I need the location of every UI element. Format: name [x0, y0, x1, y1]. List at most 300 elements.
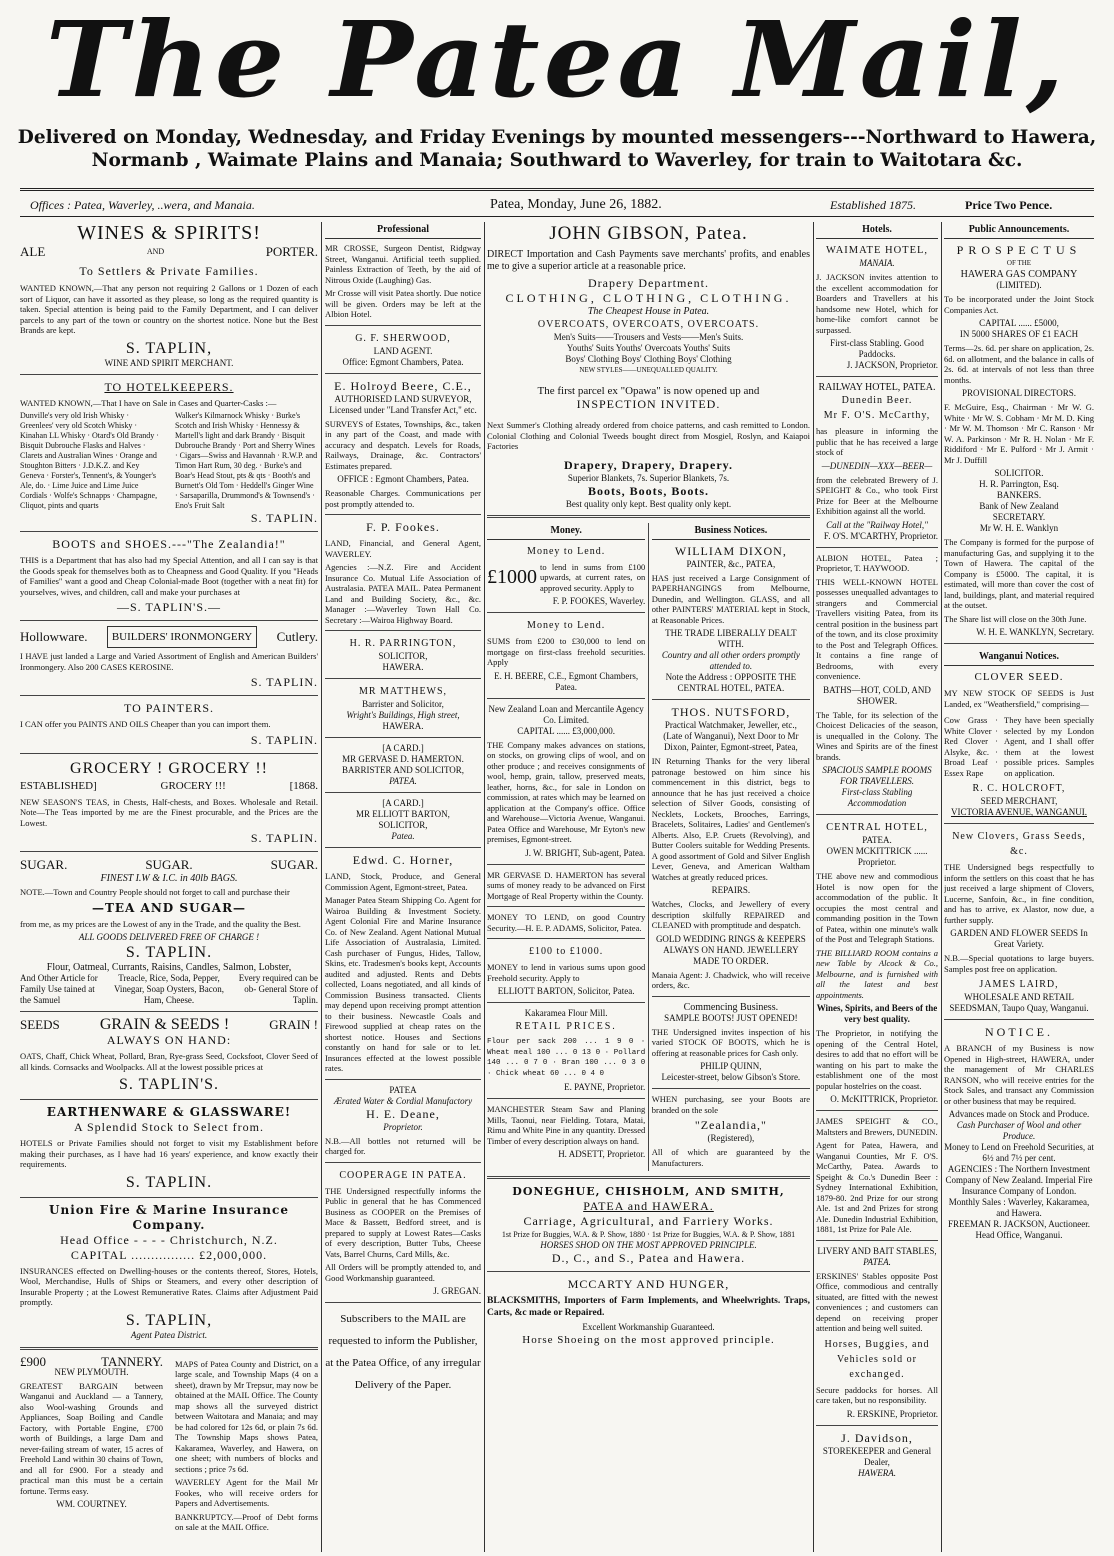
nz-loan-text: THE Company makes advances on stations, on stocks, on growing clips of wool, and on other produce ; and receives consignments of wool, hemp, grain, tallow, preserved meats, leather, horns, &c., for sale in London on commission, at rates which may be learned on application at the Company's office. Office and Warehouse—Victoria Avenue, Wanganui. Patea Office and Warehouse, Mr Eyton's new premises, Egmont-street. — [487, 739, 646, 844]
director-list: F. McGuire, Esq., Chairman · Mr W. G. White · Mr W. S. Cobham · Mr M. D. King · Mr W. M. Thomson · Mr C. Ranson · Mr W. A. Parkinson · Mr R. H. Nolan · Mr F. Riddiford · Mr E. Pulford · Mr J. Armit · Mr J. Duffill — [944, 402, 1094, 465]
bnz-label: Bank of New Zealand — [979, 501, 1059, 511]
nb-quotations: N.B.—Special quotations to large buyers. Samples post free on application. — [944, 953, 1094, 974]
mccarthy-name: Mr F. O'S. McCarthy, — [823, 410, 931, 421]
gregan-signature: J. GREGAN. — [433, 1286, 481, 1296]
payne-signature: E. PAYNE, Proprietor. — [564, 1082, 646, 1092]
share-list-text: The Share list will close on the 30th June. — [944, 613, 1087, 624]
loan-text: to lend in sums from £100 upwards, at current rates, on approved security. Apply to — [540, 561, 646, 593]
painters-text: I CAN offer you PAINTS AND OILS Cheaper than you can import them. — [20, 719, 271, 729]
delivered-free-text: ALL GOODS DELIVERED FREE OF CHARGE ! — [78, 932, 260, 942]
owen-proprietor: OWEN MCKITTRICK ...... Proprietor. — [826, 846, 928, 867]
solicitor-heading: SOLICITOR. — [994, 468, 1044, 478]
column-gibson — [487, 222, 810, 1552]
horner-subtitle: LAND, Stock, Produce, and General Commission Agent, Egmont-street, Patea. — [325, 871, 481, 892]
first-class-stabling: First-class Stabling Accommodation — [841, 787, 913, 808]
hotels-header: Hotels. — [816, 222, 938, 239]
horses-buggies: Horses, Buggies, and Vehicles sold or exchanged. — [824, 1338, 930, 1380]
price-text: Price Two Pence. — [965, 198, 1053, 212]
hamerton-money: MR GERVASE D. HAMERTON has several sums of money ready to be advanced on First Mortgage of Real Property within the County. — [487, 869, 646, 901]
store-list-right: Every required can be ob- General Store of Taplin. — [238, 973, 318, 1005]
card-label: [A CARD.] — [382, 798, 424, 808]
wine-merchant-label: WINE AND SPIRIT MERCHANT. — [104, 357, 234, 368]
cooperage-heading: COOPERAGE IN PATEA. — [339, 1169, 467, 1181]
quinn-name: PHILIP QUINN, — [700, 1061, 762, 1071]
manaia-agent: Manaia Agent: J. Chadwick, who will receive orders, &c. — [651, 969, 810, 990]
delivery-line-1: Delivered on Monday, Wednesday, and Friday Evenings by mounted messengers---Northward to Hawera, — [17, 127, 1097, 148]
beer-line: —DUNEDIN—XXX—BEER— — [821, 460, 933, 471]
sample-rooms: SPACIOUS SAMPLE ROOMS FOR TRAVELLERS. — [822, 765, 932, 786]
albion-hotel: ALBION HOTEL, Patea ; Proprietor, T. HAYWOOD. — [816, 552, 938, 573]
seed-list: Cow Grass · White Clover · Red Clover · Alsyke, &c. · Broad Leaf · Essex Rape — [944, 715, 998, 778]
issue-date: Patea, Monday, June 26, 1882. — [490, 197, 662, 212]
elliott-name: MR ELLIOTT BARTON, — [356, 809, 450, 819]
year-label: [1868. — [289, 779, 318, 792]
beere-subtitle: AUTHORISED LAND SURVEYOR, Licensed under "Land Transfer Act," etc. — [329, 393, 477, 415]
erskine-signature: R. ERSKINE, Proprietor. — [846, 1408, 938, 1419]
patea-label: PATEA. — [862, 835, 892, 845]
flour-list: Flour, Oatmeal, Currants, Raisins, Candles, Salmon, Lobster, — [46, 962, 292, 973]
repairs-heading: REPAIRS. — [711, 885, 751, 895]
retail-prices: RETAIL PRICES. — [515, 1021, 617, 1032]
taplin-signature: S. TAPLIN. — [125, 1173, 213, 1191]
guaranteed-text: All of which are guaranteed by the Manufacturers. — [651, 1147, 810, 1168]
advances-text: Advances made on Stock and Produce. — [948, 1109, 1090, 1119]
manchester-mills: MANCHESTER Steam Saw and Planing Mills, Taonui, near Fielding. Totara, Matai, Rimu and White Pine in any quantity. Dressed Timber of every description always on hand. — [487, 1104, 646, 1146]
delivery-notice — [0, 126, 1114, 172]
patea-label: Patea. — [391, 831, 415, 841]
insurances-text: INSURANCES effected on Dwelling-houses or the contents thereof, Stores, Hotels, Wool, Merchandise, Hulls of Ships or Steamers, and every other description of Insurable Property ; at the Lowest Remunerative Rates. Claims after Adjustment Paid promptly. — [20, 1265, 318, 1307]
maps-text: MAPS of Patea County and District, on a large scale, and Township Maps (4 on a sheet), drawn by Mr Trepsur, may now be obtained at the MAIL Office. The County map shows all the surveyed district between Waitotara and Manaia; and may be had colored for 12s 6d, or plain 7s 6d. The Township Maps shows Patea, Kakaramea, Waverley, and Hawera, on one sheet; with numbers of blocks and sections ; price 7s 6d. — [174, 1358, 318, 1474]
horner-text: Manager Patea Steam Shipping Co. Agent for Wairoa Building & Investment Society. Agent Colonial Fire and Marine Insurance Co. of New Zealand. Agent National Mutual Life Association of Australasia, Limited. Cash purchaser of Fungus, Hides, Tallow, Skins, etc. Tradesmen's books kept, Accounts audited and adjusted. Rents and Debts collected, Loans negotiated, and all kinds of Commission Business transacted. Clients may depend upon receiving prompt attention to their business. Newcastle Coals and Firewood supplied at cheap rates on the shortest notice. Houses and Sections constantly on hand for sale or to let. Insurances effected at the lowest possible rates. — [325, 895, 481, 1073]
teas-text: NEW SEASON'S TEAS, in Chests, Half-chests, and Boxes. Wholesale and Retail. Note—The Teas imported by me are the Finest procurable, and the Prices are the Lowest. — [20, 796, 318, 828]
tannery-heading — [20, 1353, 164, 1369]
albion-text: THIS WELL-KNOWN HOTEL possesses unequalled advantages to strangers and Commercial Travellers visiting Patea, from its central position in the business part of the town, and its close proximity to the Post and Telegraph Offices. It contains a fine range of Bedrooms, with every convenience. — [816, 576, 938, 681]
hundred-to-thousand: £100 to £1000. — [528, 946, 604, 957]
hawera-label: HAWERA. — [382, 721, 424, 731]
mccarty-hunger: MCCARTY AND HUNGER, — [567, 1277, 730, 1291]
repairs-text: Watches, Clocks, and Jewellery of every description skilfully REPAIRED and CLEANED with promptitude and despatch. — [651, 899, 810, 930]
wines-line: Wines, Spirits, and Beers of the very best quality. — [816, 1003, 938, 1024]
column-taplin — [20, 222, 318, 1552]
styles-line: NEW STYLES——UNEQUALLED QUALITY. — [579, 366, 718, 374]
boots-heading: BOOTS and SHOES.---"The Zealandia!" — [52, 537, 286, 551]
sugar-label: SUGAR. — [20, 857, 68, 872]
fookes-signature: F. P. FOOKES, Waverley. — [552, 596, 646, 606]
price-list: Flour per sack 200 ... 1 9 0 · Wheat meal 100 ... 0 13 0 · Pollard 140 ... 0 7 0 · Bran 100 ... 0 3 0 · Chick wheat 60 ... 0 4 0 — [487, 1038, 646, 1078]
patea-label: PATEA. — [863, 1256, 891, 1267]
patea-label: PATEA. — [389, 776, 417, 786]
best-quality-row: Best quality only kept. Best quality only kept. — [565, 498, 732, 509]
grocery-row — [20, 778, 318, 794]
waimate-text: J. JACKSON invites attention to the excellent accommodation for Boarders and Travellers at his handsome new Hotel, which for home-like comfort cannot be surpassed. — [816, 272, 938, 335]
bottles-note: N.B.—All bottles not returned will be charged for. — [325, 1135, 481, 1156]
established-label: ESTABLISHED] — [20, 779, 97, 792]
hollowware-label: Hollowware. — [20, 629, 88, 644]
suits-line-1: Men's Suits——Trousers and Vests——Men's Suits. — [553, 332, 744, 342]
money-country: MONEY TO LEND, on good Country Security.—H. E. P. ADAMS, Solicitor, Patea. — [487, 912, 646, 933]
tannery-advert — [20, 1353, 164, 1536]
drapery-department: Drapery Department. — [588, 276, 709, 290]
and-label: AND — [146, 247, 165, 256]
parrington-name: H. R. Parrington, Esq. — [979, 479, 1059, 489]
aerated-water: Ærated Water & Cordial Manufactory — [333, 1095, 473, 1106]
holcroft-name: R. C. HOLCROFT, — [972, 783, 1066, 794]
crosse-notice: Mr Crosse will visit Patea shortly. Due notice will be given. Orders may be left at the Albion Hotel. — [325, 288, 481, 319]
erskine-text: ERSKINES' Stables opposite Post Office, commodious and centrally situated, are fitted with the newest conveniences ; and customers can depend on receiving proper attention and being well suited. — [816, 1270, 938, 1333]
blacksmiths-text: BLACKSMITHS, Importers of Farm Implements, and Wheelwrights. Traps, Carts, &c made or Repaired. — [487, 1296, 810, 1318]
dixon-text: HAS just received a Large Consignment of PAPERHANGINGS from Melbourne, Dunedin, and Wellington. GLASS, and all other PAINTERS' MATERIAL kept in Stock, at Reasonable Prices. — [651, 572, 810, 625]
notice-heading: NOTICE. — [985, 1025, 1053, 1039]
tannery-price: £900 — [20, 1353, 46, 1369]
kakaramea-heading: Kakaramea Flour Mill. — [524, 1008, 608, 1018]
settlers-heading: To Settlers & Private Families. — [79, 264, 259, 278]
proprietor-label: Proprietor. — [383, 1121, 423, 1132]
taplin-signature: S. TAPLIN. — [250, 511, 318, 525]
column-hotels — [816, 222, 938, 1552]
money-header: Money. — [487, 523, 645, 540]
business-header: Business Notices. — [652, 523, 810, 540]
monthly-sales: Monthly Sales : Waverley, Kakaramea, and Hawera. — [948, 1197, 1090, 1218]
grain-row — [20, 1017, 318, 1033]
union-insurance-heading: Union Fire & Marine Insurance Company. — [49, 1202, 289, 1232]
patea-label: PATEA — [389, 1084, 417, 1095]
new-clovers-heading: New Clovers, Grass Seeds, &c. — [952, 831, 1086, 857]
loan-amount-row — [487, 559, 645, 597]
porter-label: PORTER. — [265, 244, 318, 259]
new-plymouth-label: NEW PLYMOUTH. — [54, 1366, 129, 1377]
masthead — [0, 0, 1114, 125]
storekeeper-label: STOREKEEPER and General Dealer, — [822, 1445, 932, 1467]
liquor-list-right: Walker's Kilmarnock Whisky · Burke's Scotch and Irish Whisky · Hennessy & Martell's light and dark Brandy · Bisquit Dubrouche Brandy · Port and Sherry Wines · Cigars—Swiss and Havannah · R.W.P. and Timon Hart Rum, 30 deg. · Burke's and Boar's Head Stout, pts & qts · Booth's and Burnett's Old Tom · Heddell's Ginger Wine · Sarsaparilla, Drummond's & Townsend's · Eno's Fruit Salt — [174, 411, 318, 510]
always-on-hand: ALWAYS ON HAND: — [106, 1033, 232, 1047]
tea-sugar-heading: —TEA AND SUGAR— — [91, 900, 247, 915]
call-at: Call at the "Railway Hotel," — [826, 519, 928, 530]
speight-text: Agent for Patea, Hawera, and Wanganui Counties, Mr F. O'S. McCarthy, Patea. Awards to Speight & Co.'s Dunedin Beer : Sydney International Exhibition, 1879-80. 2nd Prize for our strong Ale. 1st and 2nd Prizes for strong Ale. Dunedin Industrial Exhibition, 1881, 1st Prize for Pale Ale. — [816, 1140, 938, 1234]
hawera-label: HAWERA. — [382, 662, 424, 672]
taplin-name: S. TAPLIN, — [125, 339, 213, 357]
seed-merchant-label: SEED MERCHANT, — [980, 796, 1058, 806]
liquor-list — [20, 411, 318, 511]
suits-line-2: Youths' Suits Youths' Overcoats Youths' Suits — [566, 343, 731, 353]
cash-purchaser: Cash Purchaser of Wool and other Produce. — [956, 1120, 1082, 1141]
clover-seed-heading: CLOVER SEED. — [974, 671, 1064, 683]
wines-title: WINES & SPIRITS! — [77, 222, 261, 244]
cutlery-label: Cutlery. — [276, 629, 318, 644]
mccarthy-text: has pleasure in informing the public that he has received a large stock of — [816, 426, 938, 457]
waimate-hotel: WAIMATE HOTEL, — [825, 245, 929, 256]
beere-office: OFFICE : Egmont Chambers, Patea. — [337, 474, 469, 484]
dcs-signature: D., C., and S., Patea and Hawera. — [551, 1251, 746, 1265]
wrights-buildings: Wright's Buildings, High street, — [346, 710, 460, 720]
taplin-signature: S. TAPLIN. — [250, 675, 318, 689]
cheapest-house: The Cheapest House in Patea. — [587, 306, 710, 317]
gibson-heading: JOHN GIBSON, Patea. — [549, 223, 748, 244]
country-orders: Country and all other orders promptly attended to. — [661, 650, 800, 671]
laird-name: JAMES LAIRD, — [979, 979, 1059, 990]
fookes-name: F. P. Fookes. — [366, 520, 440, 534]
doneghue-heading: DONEGHUE, CHISHOLM, AND SMITH, — [512, 1185, 785, 1198]
sherwood-office: Office: Egmont Chambers, Patea. — [342, 356, 464, 367]
horner-name: Edwd. C. Horner, — [352, 853, 454, 867]
gas-company-name: HAWERA GAS COMPANY — [960, 269, 1078, 280]
bright-signature: J. W. BRIGHT, Sub-agent, Patea. — [525, 847, 646, 858]
tannery-maps-row — [20, 1353, 318, 1536]
patea-hawera: PATEA and HAWERA. — [583, 1199, 714, 1213]
money-various: MONEY to lend in various sums upon good Freehold security. Apply to — [487, 962, 646, 983]
land-agent-label: LAND AGENT. — [373, 345, 433, 356]
next-summer-text: Next Summer's Clothing already ordered from choice patterns, and cash remitted to London. Colonial Clothing and Colonial Tweeds bought direct from Mosgiel, Roslyn, and Kaiapoi Factories — [487, 420, 810, 451]
secretary-heading: SECRETARY. — [992, 512, 1046, 522]
delivery-line-2: Normanb , Waimate Plains and Manaia; Southward to Waverley, for train to Waitotara &c. — [91, 150, 1023, 171]
company-text: The Company is formed for the purpose of manufacturing Gas, and supplying it to the Town of Hawera. The capital of the Company is £5000. The capital, it is estimated, will more than cover the cost of land, buildings, plant, and material required at the outset. — [944, 537, 1094, 610]
davidson-name: J. Davidson, — [841, 1430, 913, 1445]
wanted-notice-1: WANTED KNOWN,—That any person not requiring 2 Gallons or 1 Dozen of each sort of Liquor, can have it assorted as they please, so long as the required quantity is taken. Special attention is being paid to the Family Department, and I can deliver parcels to any part of the town or country on the shortest notice. None but the Best Brands are kept. — [20, 283, 318, 335]
fookes-agencies: Agencies :—N.Z. Fire and Accident Insurance Co. Mutual Life Association of Australasia. PATEA MAIL. Patea Permanent Land and Building Society, &c., &c. Manager :—Waverley Town Hall Co. Secretary :—Wairoa Highway Board. — [325, 562, 481, 625]
table-text: The Table, for its selection of the Choicest Delicacies of the season, is unequalled in the Colony. The Wines and Spirits are of the finest brands. — [816, 709, 938, 762]
parcel-text: The first parcel ex "Opawa" is now opened up and — [537, 385, 760, 397]
of-the-label: OF THE — [1006, 259, 1032, 267]
wholesale-label: WHOLESALE AND RETAIL SEEDSMAN, Taupo Quay, Wanganui. — [949, 992, 1089, 1013]
professional-header: Professional — [325, 222, 481, 239]
nutsford-name: THOS. NUTSFORD, — [671, 705, 791, 719]
elliott-signature: ELLIOTT BARTON, Solicitor, Patea. — [497, 986, 635, 996]
business-column — [652, 523, 810, 1172]
from-me-text: from me, as my prices are the Lowest of any in the Trade, and the quality the Best. — [20, 918, 301, 929]
column-rule — [321, 222, 322, 1552]
maps-advert — [175, 1356, 318, 1536]
incorporated-text: To be incorporated under the Joint Stock Companies Act. — [944, 294, 1094, 315]
splendid-stock: A Splendid Stock to Select from. — [74, 1120, 264, 1134]
barrister-label: BARRISTER AND SOLICITOR, — [341, 765, 465, 775]
wanted-notice-2: WANTED KNOWN,—That I have on Sale in Cases and Quarter-Casks :— — [20, 397, 277, 408]
masthead-title: The Patea Mail, — [45, 0, 1069, 121]
suits-line-3: Boys' Clothing Boys' Clothing Boys' Clothing — [565, 354, 732, 364]
ironmongery-text: I HAVE just landed a Large and Varied Assortment of English and American Builders' Ironmongery. Also 200 CASES KEROSINE. — [20, 651, 318, 672]
column-professional — [325, 222, 481, 1552]
quinn-text: THE Undersigned invites inspection of his varied STOCK OF BOOTS, which he is offering at reasonable prices for Cash only. — [651, 1026, 810, 1058]
horses-shod: HORSES SHOD ON THE MOST APPROVED PRINCIPLE. — [540, 1240, 757, 1250]
surveys-text: SURVEYS of Estates, Townships, &c., taken in any part of the Coast, and made with accuracy and despatch. Levels for Roads, Railways, Drainage, &c. Contractors' Estimates prepared. — [325, 418, 481, 471]
money-column — [487, 523, 649, 1172]
hamerton-name: MR GERVASE D. HAMERTON. — [342, 754, 464, 764]
speight-heading: JAMES SPEIGHT & CO., Maltsters and Brewers, DUNEDIN. — [816, 1116, 938, 1137]
store-list-left: And Other Article for Family Use tained at the Samuel — [20, 973, 98, 1005]
orders-text: All Orders will be promptly attended to, and Good Workmanship guaranteed. — [325, 1262, 481, 1283]
agent-label: Agent Patea District. — [130, 1329, 208, 1340]
bankers-heading: BANKERS. — [996, 490, 1042, 500]
crosse-advert: MR CROSSE, Surgeon Dentist, Ridgway Street, Wanganui. Artificial teeth supplied. Painless Extraction of Teeth, by the aid of Nitrous Oxide (Laughing) Gas. — [325, 243, 481, 285]
dunedin-beer: Dunedin Beer. — [841, 395, 913, 406]
nutsford-text: IN Returning Thanks for the very liberal patronage bestowed on him since his commencement in this district, begs to announce that he has just received a choice selection of Silver Goods, consisting of Necklets, Lockets, Brooches, Earrings, Bracelets, Solitaires, Ladies' and Gentlemen's Alberts. Also, E.P. Cruets (Revolving), and Butter Coolers suitable for Wedding Presents. A good assortment of Gold and Silver English Lever, Geneva, and American Waltham Watches at greatly reduced prices. — [651, 756, 810, 882]
beer-text: from the celebrated Brewery of J. SPEIGHT & Co., who took First Prize for Beer at the Melbourne Exhibition against all the world. — [816, 474, 938, 516]
paddocks-text: Secure paddocks for horses. All care taken, but no responsibility. — [816, 1384, 938, 1405]
seed-stock-text: MY NEW STOCK OF SEEDS is Just Landed, ex "Weathersfield," comprising— — [944, 688, 1094, 709]
builders-label: BUILDERS' IRONMONGERY — [107, 626, 257, 648]
card-label: [A CARD.] — [382, 743, 424, 753]
barrister-label: Barrister and Solicitor, — [362, 699, 444, 709]
registered-label: (Registered), — [707, 1133, 755, 1143]
cooperage-text: THE Undersigned respectfully informs the Public in general that he has Commenced Business as COOPER on the Premises of Mace & Bassett, Bedford street, and is prepared to supply at Lowest Rates—Casks of every description, Butter Tubs, Cheese Vats, Barrel Churns, Card Mills, &c. — [325, 1185, 481, 1259]
hotelkeepers-heading: TO HOTELKEEPERS. — [104, 379, 234, 394]
grocery-heading: GROCERY ! GROCERY !! — [70, 759, 268, 777]
sugar-label: SUGAR. — [270, 857, 318, 872]
hawera-label: HAWERA. — [858, 1467, 896, 1478]
note-text: NOTE.—Town and Country People should not forget to call and purchase their — [20, 887, 290, 897]
blankets-row: Superior Blankets, 7s. Superior Blankets, 7s. — [567, 472, 730, 483]
taplins-signature: S. TAPLIN'S. — [119, 1076, 219, 1093]
sugar-row — [20, 857, 318, 873]
money-to-lend: Money to Lend. — [527, 620, 606, 631]
nz-loan-heading: New Zealand Loan and Mercantile Agency Co. Limited. — [488, 703, 644, 725]
sherwood-name: G. F. SHERWOOD, — [355, 332, 451, 344]
money-to-lend: Money to Lend. — [527, 545, 606, 557]
finest-text: FINEST I.W & I.C. in 40lb BAGS. — [100, 873, 238, 884]
agencies-text: AGENCIES : The Northern Investment Company of New Zealand. Imperial Fire Insurance Company of London. — [945, 1164, 1093, 1196]
overcoats-line: OVERCOATS, OVERCOATS, OVERCOATS. — [537, 319, 760, 330]
railway-hotel: RAILWAY HOTEL, PATEA. — [818, 382, 936, 393]
direct-text: DIRECT Importation and Cash Payments save merchants' profits, and enables me to give a superior article at a reasonable price. — [487, 249, 810, 272]
shares-line: IN 5000 SHARES OF £1 EACH — [959, 329, 1079, 339]
column-announcements — [944, 222, 1094, 1552]
head-office: Head Office - - - - Christchurch, N.Z. — [60, 1232, 278, 1247]
wanganui-label: (Late of Wanganui), Next Door to Mr Dixon, Painter, Egmont-street, Patea, — [663, 731, 799, 752]
grain-seeds-label: GRAIN & SEEDS ! — [99, 1016, 230, 1033]
bankruptcy-text: BANKRUPTCY.—Proof of Debt forms on sale at the MAIL Office. — [174, 1511, 318, 1532]
baths-line: BATHS—HOT, COLD, AND SHOWER. — [823, 684, 931, 706]
reasonable-charges: Reasonable Charges. Communications per post promptly attended to. — [325, 488, 481, 509]
jackson-auctioneer: FREEMAN R. JACKSON, Auctioneer. — [947, 1219, 1090, 1229]
taplin-signature: S. TAPLIN. — [250, 831, 318, 845]
dateline — [30, 196, 1084, 214]
grocery-label: GROCERY !!! — [160, 779, 226, 792]
dixon-address: Note the Address : OPPOSITE THE CENTRAL HOTEL, PATEA. — [665, 672, 797, 693]
column-rule — [484, 222, 485, 1552]
oats-text: OATS, Chaff, Chick Wheat, Pollard, Bran, Rye-grass Seed, Cocksfoot, Clover Seed of all kinds. Cornsacks and Woolpacks. All at the lowest possible prices at — [20, 1051, 318, 1072]
central-text: THE above new and commodious Hotel is now open for the accommodation of the public. It occupies the most central and commanding position in the Town of Patea, within one minute's walk of the Post and Telegraph Stations. — [816, 871, 938, 944]
trade-dealt: THE TRADE LIBERALLY DEALT WITH. — [665, 628, 797, 649]
prize-list: 1st Prize for Buggies, W.A. & P. Show, 1880 · 1st Prize for Buggies, W.A. & P. Show, 1881 — [501, 1230, 796, 1239]
ale-label: ALE — [20, 244, 46, 259]
adsett-signature: H. ADSETT, Proprietor. — [558, 1149, 646, 1159]
sums-text: SUMS from £200 to £30,000 to lend on mortgage on first-class freehold securities. Apply — [487, 636, 646, 667]
manaia-label: MANAIA. — [859, 258, 895, 268]
livery-heading: LIVERY AND BAIT STABLES, — [817, 1245, 937, 1256]
money-business-split — [487, 523, 810, 1172]
boots-row: Boots, Boots, Boots. — [587, 483, 709, 498]
dixon-name: WILLIAM DIXON, — [674, 543, 787, 558]
gas-capital: CAPITAL ...... £5000, — [979, 318, 1059, 328]
taplin-signature: S. TAPLIN, — [125, 1311, 213, 1329]
deane-name: H. E. Deane, — [366, 1106, 440, 1121]
established-text: Established 1875. — [830, 198, 916, 212]
watchmaker-label: Practical Watchmaker, Jeweller, etc., — [664, 720, 797, 730]
store-list-mid: Treacle, Rice, Soda, Pepper, Vinegar, Soap Oysters, Bacon, Ham, Cheese. — [113, 973, 225, 1005]
sample-boots: SAMPLE BOOTS! JUST OPENED! — [664, 1012, 798, 1023]
boots-text: THIS is a Department that has also had my Special Attention, and all I can say is that the Goods speak for themselves both as to Cheapness and Good Quality. If you "Heads of Families" want a good and Cheap Colonial-made Boot (together with a neat fit) for yourselves, wives, and children, call and make your purchases at — [20, 555, 318, 597]
limited-label: (LIMITED). — [996, 280, 1042, 290]
fookes-subtitle: LAND, Financial, and General Agent, WAVERLEY. — [325, 538, 481, 559]
parrington-name: H. R. PARRINGTON, — [349, 638, 457, 649]
dateline-rule — [20, 216, 1094, 217]
seeds-label: SEEDS — [20, 1017, 60, 1032]
gold-rings: GOLD WEDDING RINGS & KEEPERS ALWAYS ON HAND. JEWELLERY MADE TO ORDER. — [655, 933, 806, 966]
stabling-text: First-class Stabling. Good Paddocks. — [830, 338, 924, 359]
horse-shoeing: Horse Shoeing on the most approved principle. — [522, 1334, 775, 1346]
zealandia-brand: "Zealandia," — [694, 1118, 767, 1132]
liquor-list-left: Dunville's very old Irish Whisky · Greenlees' very old Scotch Whisky · Kinahan LL Whisky · Otard's Old Brandy · Bisquit Dubrouche Flasks and Halves · Clarets and Australian Wines · Orange and Stoughton Bitters · J.D.K.Z. and Key Geneva · Forster's, Tennent's, & Younger's Ale, do. · Lime Juice and Lime Juice Cordials · Wolfe's Schnapps · Champagne, Cliquot, pints and quarts — [20, 411, 159, 510]
leicester-address: Leicester-street, below Gibson's Store. — [661, 1072, 801, 1082]
jackson-signature: J. JACKSON, Proprietor. — [846, 360, 938, 370]
ale-porter-row — [20, 244, 318, 260]
beere-name: E. Holroyd Beere, C.E., — [334, 378, 472, 393]
branch-text: A BRANCH of my Business is now Opened in High-street, HAWERA, under the management of Mr CHARLES RANSON, who will receive entries for the Stock Sales, and transact any Commission or other business that may be required. — [944, 1043, 1094, 1106]
earthenware-heading: EARTHENWARE & GLASSWARE! — [46, 1105, 292, 1119]
capital: CAPITAL ................ £2,000,000. — [70, 1247, 268, 1262]
column-rule — [813, 222, 814, 1552]
zealandia-text: WHEN purchasing, see your Boots are branded on the sole — [651, 1094, 810, 1115]
waverley-agent-text: WAVERLEY Agent for the Mail Mr Fookes, who will receive orders for Papers and Advertisements. — [174, 1477, 318, 1508]
wanklyn-signature: W. H. E. WANKLYN, Secretary. — [976, 627, 1094, 637]
carriage-works: Carriage, Agricultural, and Farriery Works. — [523, 1214, 774, 1228]
tannery-text: GREATEST BARGAIN between Wanganui and Auckland — a Tannery, also Wool-washing Grounds and Appliances, Soap Boiling and Candle Factory, with Portable Engine, £700 worth of Buildings, a large Dam and never-failing stream of water, 15 acres of Freehold Land within 30 chains of Town, and all for £900. For a steady and practical man this must be a certain fortune. Terms easy. — [20, 1380, 164, 1496]
terms-text: Terms—2s. 6d. per share on application, 2s. 6d. on allotment, and the balance in calls of 2s. 6d. at intervals of not less than three months. — [944, 343, 1094, 385]
billiard-text: THE BILLIARD ROOM contains a new Table by Alcock & Co., Melbourne, and is furnished with all the latest and best appointments. — [816, 947, 938, 1000]
victoria-avenue: VICTORIA AVENUE, WANGANUI. — [950, 807, 1087, 817]
head-office-label: Head Office, Wanganui. — [975, 1230, 1063, 1240]
loan-amount: £1000 — [487, 565, 537, 588]
matthews-name: MR MATTHEWS, — [358, 686, 448, 697]
clothing-line: CLOTHING, CLOTHING, CLOTHING. — [505, 291, 792, 305]
directors-heading: PROVISIONAL DIRECTORS. — [961, 388, 1076, 398]
painters-heading: TO PAINTERS. — [123, 701, 215, 715]
store-list — [20, 973, 318, 1006]
seed-note: They have been specially selected by my London Agent, and I shall offer them at the lowest possible prices. Samples on application. — [1004, 715, 1094, 778]
wanklyn-name: Mr W. H. E. Wanklyn — [979, 523, 1059, 533]
top-rule — [20, 188, 1094, 191]
nz-capital: CAPITAL ...... £3,000,000. — [517, 725, 615, 736]
wanganui-header: Wanganui Notices. — [944, 649, 1094, 666]
announcements-header: Public Announcements. — [944, 222, 1094, 239]
taplins-signature: —S. TAPLIN'S.— — [117, 600, 221, 614]
commencing-business: Commencing Business. — [683, 1001, 779, 1013]
laird-text: THE Undersigned begs respectfully to inform the settlers on this coast that he has just received a large shipment of Clovers, Lucerne, Sanfoin, &c., in fine condition, and has to arrive, ex Alastor, now due, a further supply. — [944, 862, 1094, 925]
beere-signature: E. H. BEERE, C.E., Egmont Chambers, Patea. — [494, 670, 639, 692]
column-rule — [941, 222, 942, 1552]
workmanship-guaranteed: Excellent Workmanship Guaranteed. — [582, 1322, 715, 1332]
tannery-label: TANNERY. — [101, 1353, 164, 1369]
solicitor-label: SOLICITOR, — [378, 820, 428, 830]
subscribers-notice: Subscribers to the MAIL are requested to inform the Publisher, at the Patea Office, of any irregular Delivery of the Paper. — [325, 1313, 481, 1391]
painter-label: PAINTER, &c., PATEA, — [686, 558, 776, 569]
courtney-signature: WM. COURTNEY. — [56, 1499, 127, 1509]
solicitor-label: SOLICITOR, — [378, 651, 428, 661]
drapery-row: Drapery, Drapery, Drapery. — [564, 457, 733, 472]
taplin-signature: S. TAPLIN. — [125, 944, 213, 961]
hotels-text: HOTELS or Private Families should not forget to visit my Establishment before making their purchases, as I have had 16 years' experience, and know exactly their requirements. — [20, 1138, 318, 1169]
proprietor-text: The Proprietor, in notifying the opening of the Central Hotel, desires to add that no effort will be wanting on his part to make the establishment one of the most popular hostelries on the coast. — [816, 1028, 938, 1091]
garden-seeds: GARDEN AND FLOWER SEEDS In Great Variety. — [950, 928, 1088, 949]
sugar-label: SUGAR. — [145, 857, 193, 872]
offices-text: Offices : Patea, Waverley, ..wera, and Manaia. — [30, 198, 255, 212]
inspection-invited: INSPECTION INVITED. — [576, 397, 721, 411]
hollowware-row — [20, 626, 318, 648]
taplin-signature: S. TAPLIN. — [250, 732, 318, 747]
prospectus-heading: PROSPECTUS — [956, 243, 1082, 257]
freehold-text: Money to Lend on Freehold Securities, at 6½ and 7½ per cent. — [944, 1142, 1094, 1163]
mckittrick-signature: O. McKITTRICK, Proprietor. — [830, 1094, 938, 1104]
seed-list-row — [944, 712, 1094, 781]
central-hotel: CENTRAL HOTEL, — [826, 822, 928, 833]
